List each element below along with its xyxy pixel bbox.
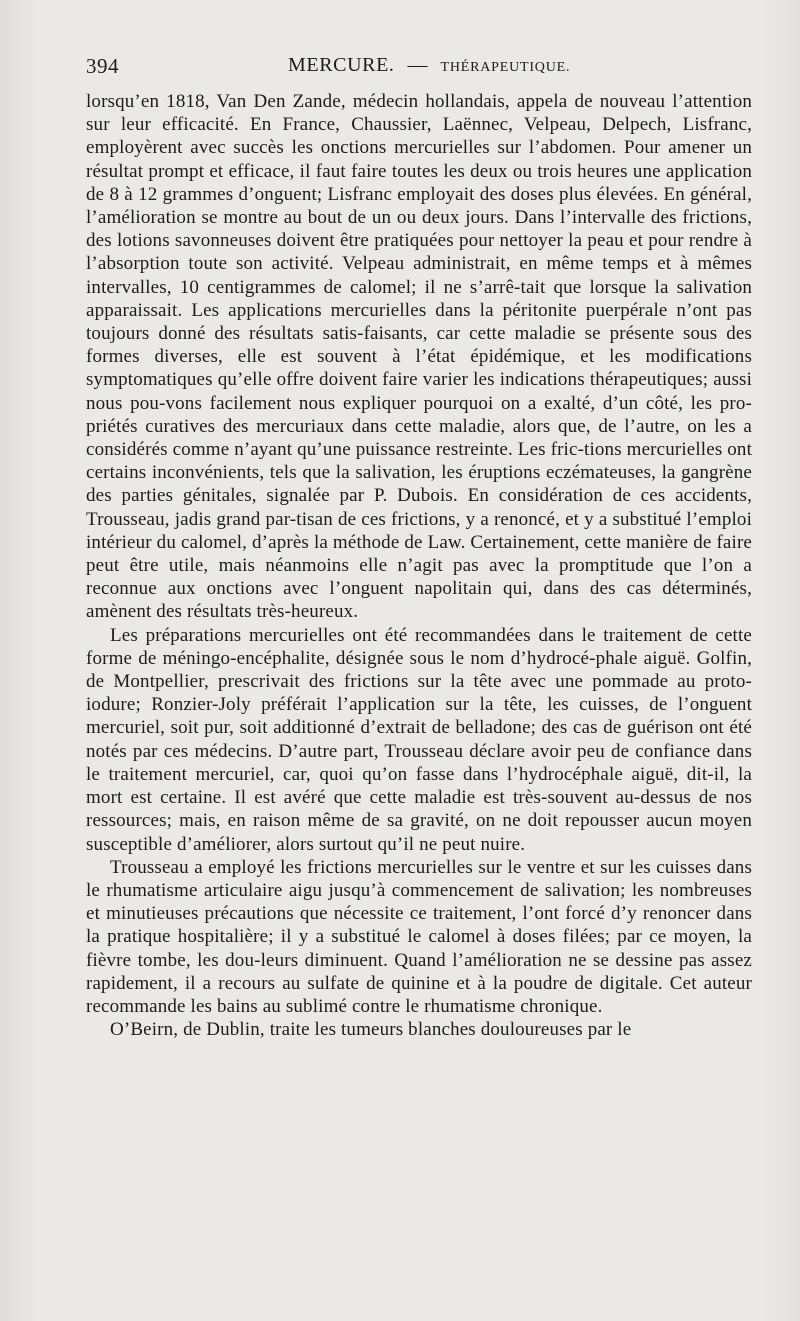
paragraph-3: Trousseau a employé les frictions mercurielles sur le ventre et sur les cuisses dans le rhumatisme articulaire aigu jusqu’à commencement de salivation; les nombreuses et minutieuses précautions que nécessite ce traitement, l’ont forcé d’y renoncer dans la pratique hospitalière; il y a substitué le calomel à doses filées; par ce moyen, la fièvre tombe, les dou-leurs diminuent. Quand l’amélioration ne se dessine pas assez rapidement, il a recours au sulfate de quinine et à la poudre de digitale. Cet auteur recommande les bains au sublimé contre le rhumatisme chronique. xyxy=(86,856,752,1017)
paragraph-4: O’Beirn, de Dublin, traite les tumeurs blanches douloureuses par le xyxy=(110,1019,632,1041)
body-text xyxy=(86,90,752,1041)
paragraph-1: lorsqu’en 1818, Van Den Zande, médecin hollandais, appela de nouveau l’attention sur leur efficacité. En France, Chaussier, Laënnec, Velpeau, Delpech, Lisfranc, employèrent avec succès les onctions mercurielles sur l’abdomen. Pour amener un résultat prompt et efficace, il faut faire toutes les deux ou trois heures une application de 8 à 12 grammes d’onguent; Lisfranc employait des doses plus élevées. En général, l’amélioration se montre au bout de un ou deux jours. Dans l’intervalle des frictions, des lotions savonneuses doivent être pratiquées pour nettoyer la peau et pour rendre à l’absorption toute son activité. Velpeau administrait, en même temps et à mêmes intervalles, 10 centigrammes de calomel; il ne s’arrê-tait que lorsque la salivation apparaissait. Les applications mercurielles dans la péritonite puerpérale n’ont pas toujours donné des résultats satis-faisants, car cette maladie se présente sous des formes diverses, elle est souvent à l’état épidémique, et les modifications symptomatiques qu’elle offre doivent faire varier les indications thérapeutiques; aussi nous pou-vons facilement nous expliquer pourquoi on a exalté, d’un côté, les pro-priétés curatives des mercuriaux dans cette maladie, alors que, de l’autre, on les a considérés comme n’ayant qu’une puissance restreinte. Les fric-tions mercurielles ont certains inconvénients, tels que la salivation, les éruptions eczémateuses, la gangrène des parties génitales, signalée par P. Dubois. En considération de ces accidents, Trousseau, jadis grand par-tisan de ces frictions, y a renoncé, et y a substitué l’emploi intérieur du calomel, d’après la méthode de Law. Certainement, cette manière de faire peut être utile, mais néanmoins elle n’agit pas avec la promptitude que l’on a reconnue aux onctions avec l’onguent napolitain qui, dans des cas déterminés, amènent des résultats très-heureux. xyxy=(86,91,752,623)
running-header xyxy=(86,54,754,84)
paragraph-2: Les préparations mercurielles ont été recommandées dans le traitement de cette forme de méningo-encéphalite, désignée sous le nom d’hydrocé-phale aiguë. Golfin, de Montpellier, prescrivait des frictions sur la tête avec une pommade au proto-iodure; Ronzier-Joly préférait l’application sur la tête, les cuisses, de l’onguent mercuriel, soit pur, soit additionné d’extrait de belladone; des cas de guérison ont été notés par ces médecins. D’autre part, Trousseau déclare avoir peu de confiance dans le traitement mercuriel, car, quoi qu’on fasse dans l’hydrocéphale aiguë, dit-il, la mort est certaine. Il est avéré que cette maladie est très-souvent au-dessus de nos ressources; mais, en raison même de sa gravité, on ne doit repousser aucun moyen susceptible d’améliorer, alors surtout qu’il ne peut nuire. xyxy=(86,624,752,855)
running-title-subtitle: THÉRAPEUTIQUE. xyxy=(440,60,571,75)
page-number: 394 xyxy=(86,54,119,78)
running-title-main: MERCURE. xyxy=(288,54,395,76)
running-title-dash: — xyxy=(407,54,428,76)
running-title xyxy=(288,54,570,77)
